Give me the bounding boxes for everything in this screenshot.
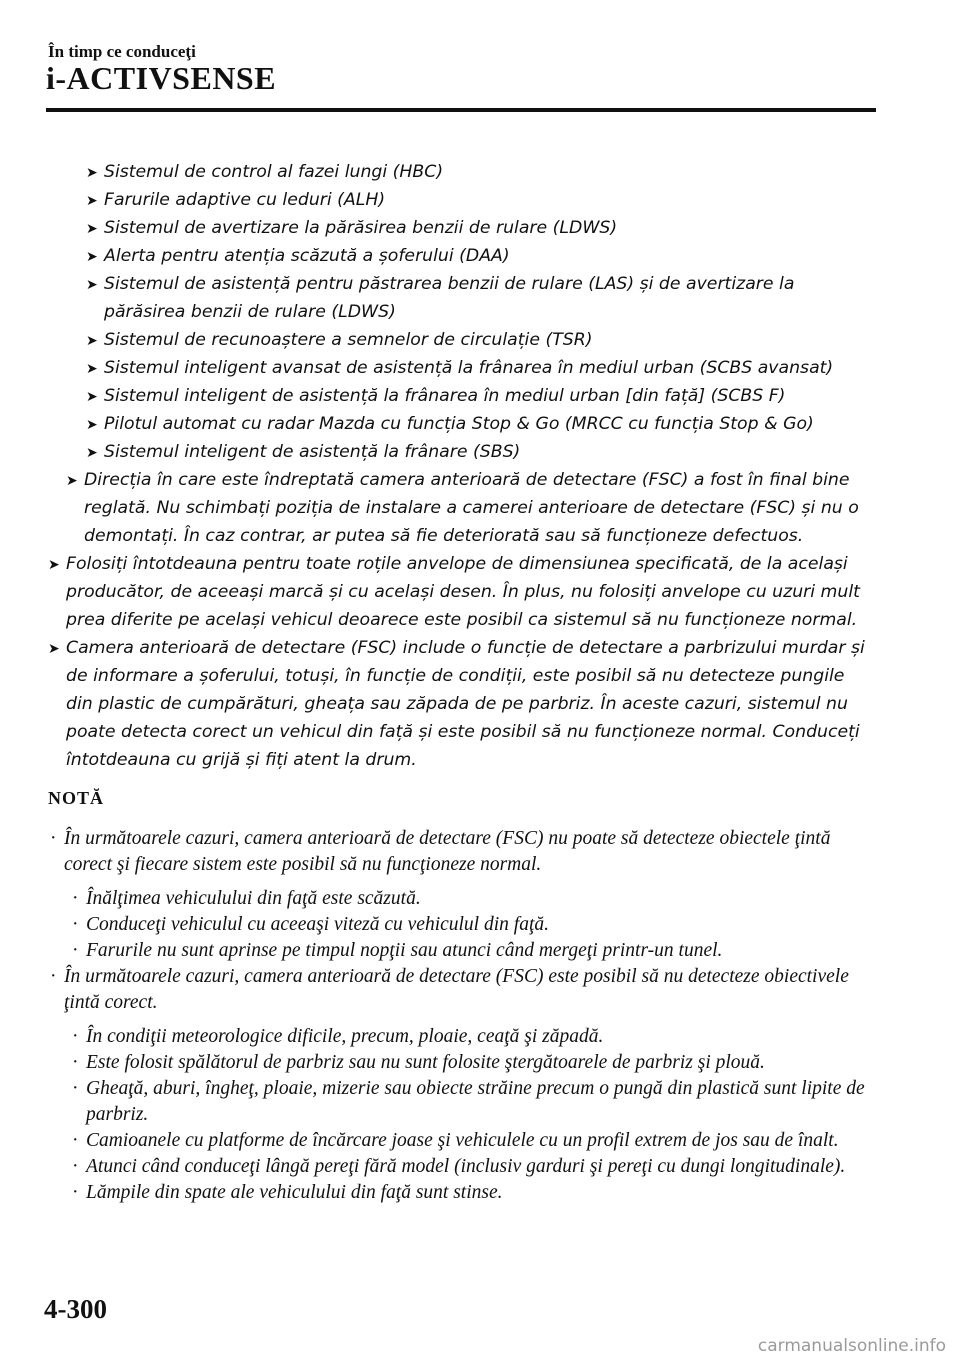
dot-bullet-icon: ·: [50, 966, 57, 987]
list-item: [0, 938, 866, 964]
arrow-bullet-icon: ➤: [66, 473, 78, 489]
list-item: [0, 964, 864, 1016]
dot-bullet-icon: ·: [72, 1182, 79, 1203]
list-item: [0, 438, 864, 466]
arrow-bullet-icon: ➤: [86, 389, 98, 405]
list-item-text: Alerta pentru atenția scăzută a șoferului (DAA): [104, 246, 510, 266]
arrow-bullet-icon: ➤: [86, 277, 98, 293]
list-item-text: Atunci când conduceţi lângă pereţi fără model (inclusiv garduri şi pereţi cu dungi longitudinale).: [86, 1156, 846, 1177]
arrow-bullet-icon: ➤: [86, 333, 98, 349]
list-item-text: Sistemul de recunoaștere a semnelor de circulație (TSR): [104, 330, 593, 350]
page-number: 4-300: [44, 1294, 107, 1324]
dot-bullet-icon: ·: [50, 828, 57, 849]
list-item: [0, 354, 864, 382]
list-item-text: Sistemul inteligent de asistență la frânare (SBS): [104, 442, 521, 462]
arrow-bullet-icon: ➤: [86, 193, 98, 209]
list-item: [0, 326, 864, 354]
list-item-text: Înălţimea vehiculului din faţă este scăzută.: [86, 888, 421, 909]
dot-bullet-icon: ·: [72, 1026, 79, 1047]
list-item: [0, 1024, 866, 1050]
list-item: [0, 1180, 866, 1206]
list-item-text: Direcția în care este îndreptată camera anterioară de detectare (FSC) a fost în final bine reglată. Nu schimbați poziția de instalare a camerei anterioare de detectare (FSC) și nu o demontați. În caz contrar, ar putea să fie deteriorată sau să funcționeze defectuos.: [84, 470, 859, 546]
list-item-text: În următoarele cazuri, camera anterioară de detectare (FSC) este posibil să nu detecteze obiectivele ţintă corect.: [64, 966, 849, 1013]
list-item: [0, 410, 864, 438]
list-item-text: Sistemul de asistență pentru păstrarea benzii de rulare (LAS) și de avertizare la părăsirea benzii de rulare (LDWS): [104, 274, 795, 322]
list-item-text: Sistemul inteligent avansat de asistență la frânarea în mediul urban (SCBS avansat): [104, 358, 834, 378]
list-item-text: Farurile nu sunt aprinse pe timpul nopţii sau atunci când mergeţi printr-un tunel.: [86, 940, 723, 961]
list-item-text: Este folosit spălătorul de parbriz sau nu sunt folosite ştergătoarele de parbriz şi plouă.: [86, 1052, 765, 1073]
arrow-bullet-icon: ➤: [86, 249, 98, 265]
list-item: [0, 214, 864, 242]
list-item-text: Sistemul inteligent de asistență la frânarea în mediul urban [din față] (SCBS F): [104, 386, 786, 406]
list-item-text: Farurile adaptive cu leduri (ALH): [104, 190, 386, 210]
list-item: [0, 912, 866, 938]
dot-bullet-icon: ·: [72, 1078, 79, 1099]
list-item-text: În condiţii meteorologice dificile, precum, ploaie, ceaţă şi zăpadă.: [86, 1026, 604, 1047]
list-item: [0, 242, 864, 270]
list-item-text: Conduceţi vehiculul cu aceeaşi viteză cu vehiculul din faţă.: [86, 914, 549, 935]
dot-bullet-icon: ·: [72, 1130, 79, 1151]
arrow-bullet-icon: ➤: [86, 445, 98, 461]
list-item: [0, 1050, 866, 1076]
dot-bullet-icon: ·: [72, 1052, 79, 1073]
dot-bullet-icon: ·: [72, 1156, 79, 1177]
list-item-text: Gheaţă, aburi, îngheţ, ploaie, mizerie sau obiecte străine precum o pungă din plastică sunt lipite de parbriz.: [86, 1078, 865, 1125]
arrow-bullet-icon: ➤: [86, 165, 98, 181]
list-item-text: Lămpile din spate ale vehiculului din faţă sunt stinse.: [86, 1182, 503, 1203]
list-item-text: Folosiți întotdeauna pentru toate roțile anvelope de dimensiunea specificată, de la același producător, de aceeași marcă și cu același desen. În plus, nu folosiți anvelope cu uzuri mult prea diferite pe același vehicul deoarece este posibil ca sistemul să nu funcționeze normal.: [66, 554, 860, 630]
dot-bullet-icon: ·: [72, 940, 79, 961]
arrow-bullet-icon: ➤: [48, 557, 60, 573]
list-item: [0, 1154, 866, 1180]
page-title: i-ACTIVSENSE: [46, 60, 277, 96]
arrow-bullet-icon: ➤: [48, 641, 60, 657]
list-item: [0, 1128, 866, 1154]
watermark: carmanualsonline.info: [757, 1336, 946, 1356]
list-item: [0, 270, 864, 326]
list-item-text: În următoarele cazuri, camera anterioară de detectare (FSC) nu poate să detecteze obiectele ţintă corect şi fiecare sistem este posibil să nu funcţioneze normal.: [64, 828, 831, 875]
title-divider: [46, 108, 876, 112]
list-item-text: Camera anterioară de detectare (FSC) include o funcție de detectare a parbrizului murdar și de informare a șoferului, totuși, în funcție de condiții, este posibil să nu detecteze pungile din plastic de cumpărături, gheața sau zăpada de pe parbriz. În aceste cazuri, sistemul nu poate detecta corect un vehicul din față și este posibil să nu funcționeze normal. Conduceți întotdeauna cu grijă și fiți atent la drum.: [66, 638, 865, 770]
section-label: În timp ce conduceţi: [48, 42, 196, 61]
list-item-text: Camioanele cu platforme de încărcare joase şi vehiculele cu un profil extrem de jos sau de înalt.: [86, 1130, 839, 1151]
dot-bullet-icon: ·: [72, 914, 79, 935]
arrow-bullet-icon: ➤: [86, 361, 98, 377]
list-item: [0, 158, 864, 186]
list-item: [0, 826, 864, 878]
list-item: [0, 886, 866, 912]
arrow-bullet-icon: ➤: [86, 221, 98, 237]
dot-bullet-icon: ·: [72, 888, 79, 909]
note-title: NOTĂ: [48, 788, 105, 808]
list-item-text: Sistemul de control al fazei lungi (HBC): [104, 162, 444, 182]
arrow-bullet-icon: ➤: [86, 417, 98, 433]
note-list: [0, 826, 960, 1206]
list-item: [0, 466, 874, 550]
list-item: [0, 382, 864, 410]
list-item: [0, 550, 866, 634]
warning-list: [0, 158, 960, 774]
list-item: [0, 1076, 866, 1128]
list-item-text: Pilotul automat cu radar Mazda cu funcția Stop & Go (MRCC cu funcția Stop & Go): [104, 414, 814, 434]
list-item: [0, 186, 864, 214]
list-item-text: Sistemul de avertizare la părăsirea benzii de rulare (LDWS): [104, 218, 618, 238]
list-item: [0, 634, 866, 774]
